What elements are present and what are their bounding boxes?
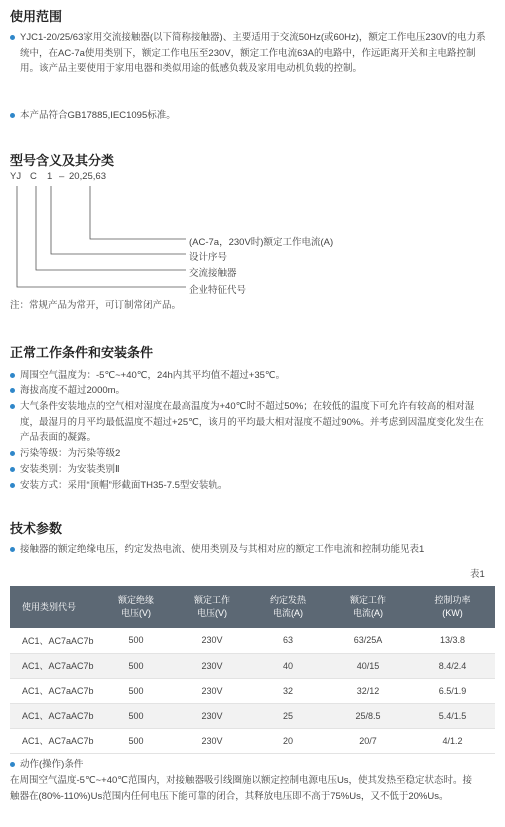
code-part-enterprise: YJ xyxy=(10,171,22,182)
condition-item: 污染等级：为污染等级2 xyxy=(10,446,490,462)
label-design-serial: 设计序号 xyxy=(189,252,228,263)
code-part-dash: – xyxy=(59,171,65,182)
table-header-row xyxy=(10,586,495,628)
table-cell: 63/25A xyxy=(326,628,410,653)
model-note: 注：常规产品为常开，可订制常闭产品。 xyxy=(10,300,182,311)
table-cell: 500 xyxy=(98,628,174,653)
code-part-type: C xyxy=(30,171,37,182)
table-row xyxy=(10,653,495,678)
table-cell: 8.4/2.4 xyxy=(410,653,495,678)
table-cell: 25 xyxy=(250,703,326,728)
condition-item: 海拔高度不超过2000m。 xyxy=(10,383,490,399)
table-caption: 表1 xyxy=(470,569,485,580)
table-cell: AC1、AC7aAC7b xyxy=(10,703,98,728)
bullet-dot-icon xyxy=(10,467,15,472)
label-enterprise-code: 企业特征代号 xyxy=(189,285,247,296)
condition-item: 大气条件安装地点的空气相对湿度在最高温度为+40℃时不超过50%；在较低的温度下可允许有较高的相对湿度，最湿月的月平均最低温度不超过+25℃，该月的平均最大相对湿度不超过90%。并考虑到因温度变化发生在产品表面的凝露。 xyxy=(10,399,490,446)
standard-paragraph: 本产品符合GB17885,IEC1095标准。 xyxy=(10,108,490,124)
table-cell: 500 xyxy=(98,678,174,703)
table-cell: 20/7 xyxy=(326,728,410,753)
section-heading-tech: 技术参数 xyxy=(10,521,63,536)
parameters-table xyxy=(10,586,495,754)
section-heading-usage: 使用范围 xyxy=(10,9,63,24)
bullet-dot-icon xyxy=(10,762,15,767)
bullet-dot-icon xyxy=(10,404,15,409)
table-cell: 20 xyxy=(250,728,326,753)
condition-item: 周围空气温度为：-5℃~+40℃，24h内其平均值不超过+35℃。 xyxy=(10,368,490,384)
table-row xyxy=(10,628,495,653)
bullet-dot-icon xyxy=(10,373,15,378)
table-cell: 230V xyxy=(174,628,250,653)
section-heading-conditions: 正常工作条件和安装条件 xyxy=(10,345,154,360)
tech-intro: 接触器的额定绝缘电压，约定发热电流、使用类别及与其相对应的额定工作电流和控制功能见表1 xyxy=(10,542,490,558)
bullet-dot-icon xyxy=(10,483,15,488)
column-header: 控制功率 (KW) xyxy=(410,586,495,628)
column-header: 额定工作 电流(A) xyxy=(326,586,410,628)
table-cell: 5.4/1.5 xyxy=(410,703,495,728)
label-rated-current: (AC-7a，230V时)额定工作电流(A) xyxy=(189,237,334,248)
table-row xyxy=(10,678,495,703)
bullet-dot-icon xyxy=(10,388,15,393)
bullet-dot-icon xyxy=(10,547,15,552)
code-part-serial: 1 xyxy=(47,171,53,182)
table-cell: 40/15 xyxy=(326,653,410,678)
table-cell: 230V xyxy=(174,653,250,678)
model-diagram-lines xyxy=(0,0,505,300)
table-cell: AC1、AC7aAC7b xyxy=(10,728,98,753)
table-cell: 32 xyxy=(250,678,326,703)
bullet-dot-icon xyxy=(10,451,15,456)
table-cell: AC1、AC7aAC7b xyxy=(10,678,98,703)
column-header: 额定绝缘 电压(V) xyxy=(98,586,174,628)
table-cell: 25/8.5 xyxy=(326,703,410,728)
table-cell: AC1、AC7aAC7b xyxy=(10,653,98,678)
table-cell: 230V xyxy=(174,678,250,703)
action-title: 动作(操作)条件 xyxy=(10,757,490,773)
table-cell: AC1、AC7aAC7b xyxy=(10,628,98,653)
table-cell: 230V xyxy=(174,703,250,728)
table-row xyxy=(10,703,495,728)
column-header: 使用类别代号 xyxy=(10,586,98,628)
table-cell: 500 xyxy=(98,653,174,678)
table-cell: 230V xyxy=(174,728,250,753)
table-cell: 6.5/1.9 xyxy=(410,678,495,703)
table-cell: 13/3.8 xyxy=(410,628,495,653)
table-cell: 500 xyxy=(98,703,174,728)
table-cell: 32/12 xyxy=(326,678,410,703)
table-cell: 4/1.2 xyxy=(410,728,495,753)
section-heading-model: 型号含义及其分类 xyxy=(10,153,115,168)
table-cell: 500 xyxy=(98,728,174,753)
usage-paragraph: YJC1-20/25/63家用交流接触器(以下简称接触器)、主要适用于交流50Hz(或60Hz)，额定工作电压230V的电力系统中，在AC-7a使用类别下，额定工作电压至230V，额定工作电流63A的电路中，作远距离开关和主电路控制用。该产品主要使用于家用电器和类似用途的低感负载及家用电动机负载的控制。 xyxy=(10,30,490,77)
label-ac-contactor: 交流接触器 xyxy=(189,268,237,279)
code-part-current: 20,25,63 xyxy=(69,171,106,182)
table-cell: 40 xyxy=(250,653,326,678)
table-cell: 63 xyxy=(250,628,326,653)
condition-item: 安装类别：为安装类别Ⅱ xyxy=(10,462,490,478)
table-row xyxy=(10,728,495,753)
action-text: 在周围空气温度-5℃~+40℃范围内，对接触器吸引线圈施以额定控制电源电压Us，使其发热至稳定状态时。接触器在(80%-110%)Us范围内任何电压下能可靠的闭合，其释放电压即不高于75%Us，又不低于20%Us。 xyxy=(10,775,473,802)
condition-item: 安装方式：采用“顶帽”形截面TH35-7.5型安装轨。 xyxy=(10,478,490,494)
column-header: 额定工作 电压(V) xyxy=(174,586,250,628)
column-header: 约定发热 电流(A) xyxy=(250,586,326,628)
